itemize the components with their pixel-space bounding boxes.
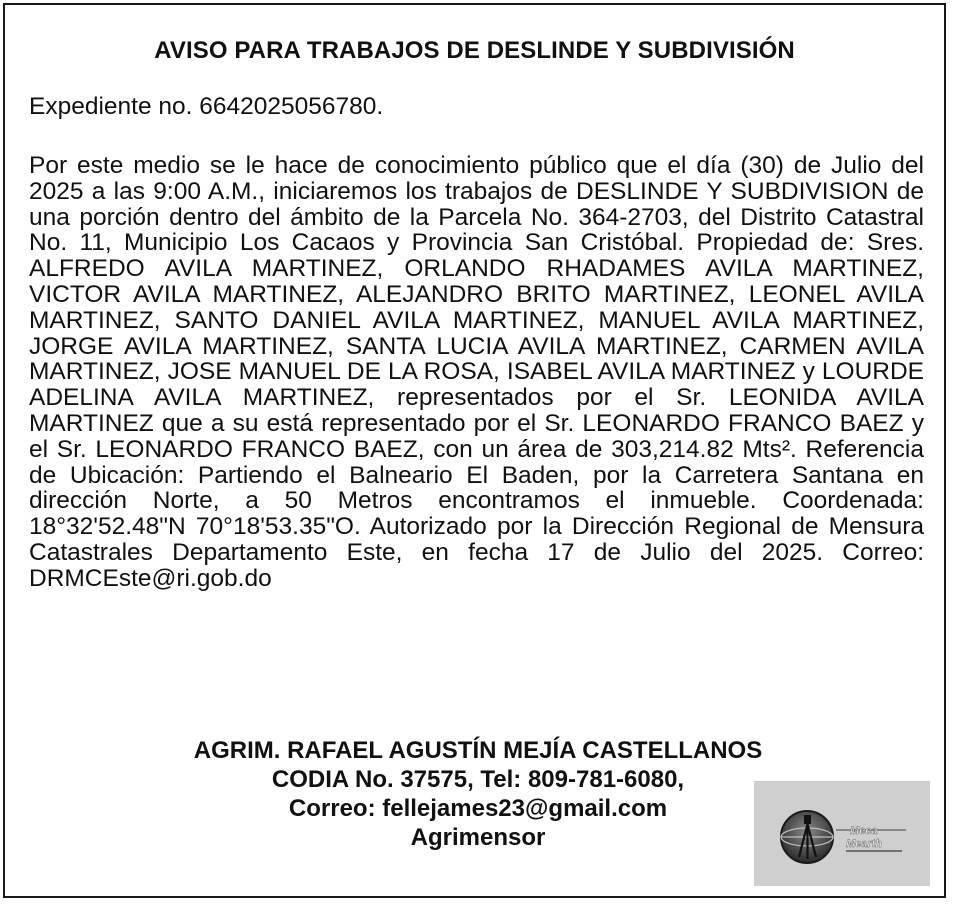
surveyor-name: AGRIM. RAFAEL AGUSTÍN MEJÍA CASTELLANOS (193, 737, 763, 764)
surveyor-codia: CODIA No. 37575, Tel: 809-781-6080, (271, 766, 685, 793)
surveyor-globe-icon (754, 781, 930, 886)
expediente-number: Expediente no. 6642025056780. (29, 93, 384, 120)
logo-text-line2: Mearth (846, 838, 883, 850)
notice-body: Por este medio se le hace de conocimiento público que el día (30) de Julio del 2025 a las 9:00 A.M., iniciaremos los trabajos de DESLINDE Y SUBDIVISION de una porción dentro del ámbito de la Parcela No. 364-2703, del Distrito Catastral No. 11, Municipio Los Cacaos y Provincia San Cristóbal. Propiedad de: Sres. ALFREDO AVILA MARTINEZ, ORLANDO RHADAMES AVILA MARTINEZ, VICTOR AVILA MARTINEZ, ALEJANDRO BRITO MARTINEZ, LEONEL AVILA MARTINEZ, SANTO DANIEL AVILA MARTINEZ, MANUEL AVILA MARTINEZ, JORGE AVILA MARTINEZ, SANTA LUCIA AVILA MARTINEZ, CARMEN AVILA MARTINEZ, JOSE MANUEL DE LA ROSA, ISABEL AVILA MARTINEZ y LOURDE ADELINA AVILA MARTINEZ, representados por el Sr. LEONIDA AVILA MARTINEZ que a su está representado por el Sr. LEONARDO FRANCO BAEZ y el Sr. LEONARDO FRANCO BAEZ, con un área de 303,214.82 Mts². Referencia de Ubicación: Partiendo el Balneario El Baden, por la Carretera Santana en dirección Norte, a 50 Metros encontramos el inmueble. Coordenada: 18°32'52.48"N 70°18'53.35"O. Autorizado por la Dirección Regional de Mensura Catastrales Departamento Este, en fecha 17 de Julio del 2025. Correo: DRMCEste@ri.gob.do (29, 152, 924, 592)
company-logo (754, 781, 930, 886)
surveyor-email: Correo: fellejames23@gmail.com (288, 795, 668, 822)
notice-title: AVISO PARA TRABAJOS DE DESLINDE Y SUBDIVISIÓN (154, 37, 795, 64)
notice-frame (3, 3, 946, 898)
surveyor-role: Agrimensor (410, 824, 546, 851)
logo-text-line1: Meca (850, 825, 878, 837)
